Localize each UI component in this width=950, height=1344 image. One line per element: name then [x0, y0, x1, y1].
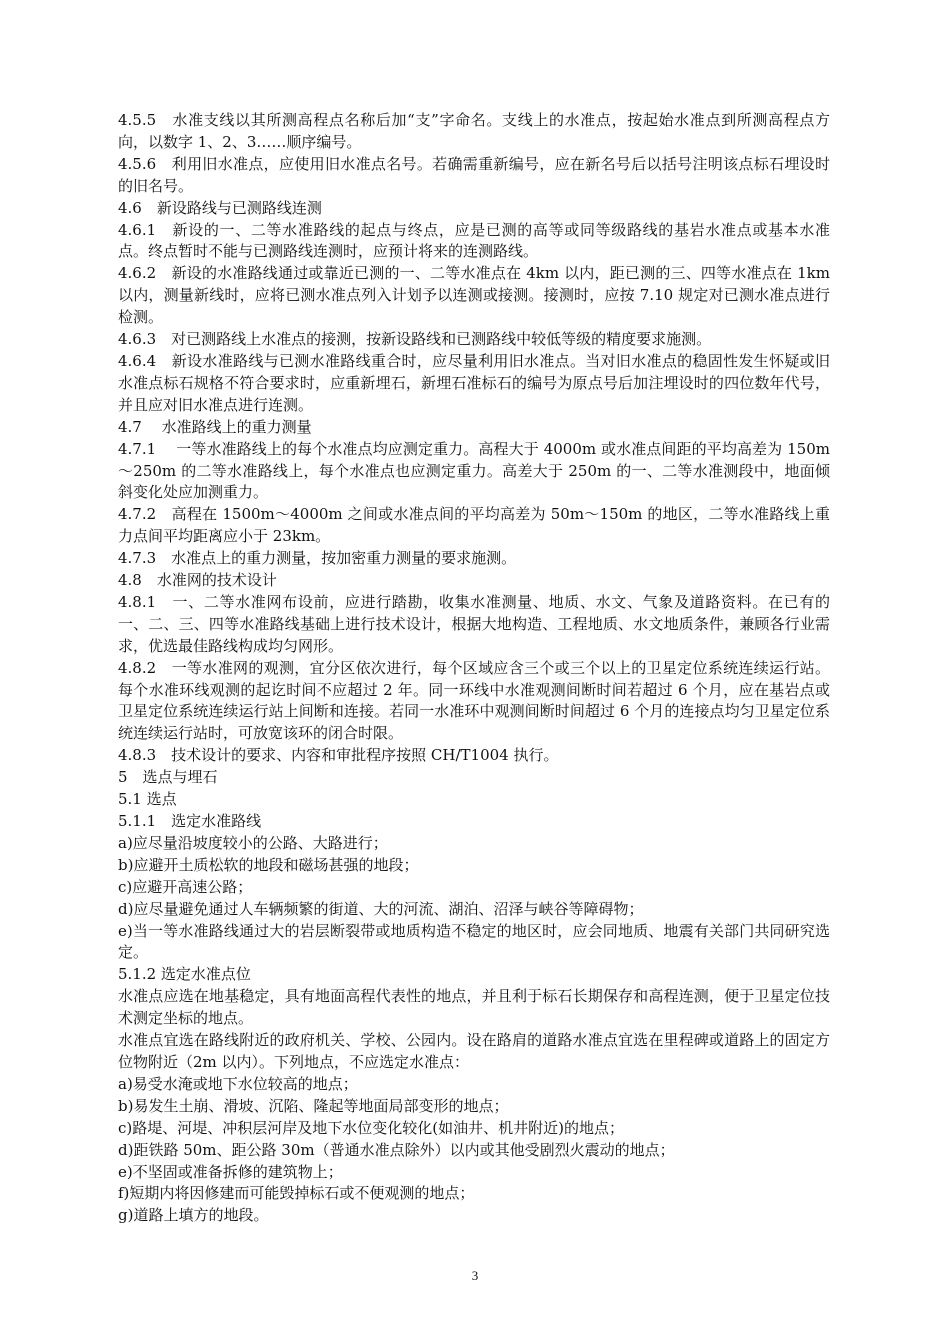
clause-4-7-1: 4.7.1 一等水准路线上的每个水准点均应测定重力。高程大于 4000m 或水准点间距的平均高差为 150m～250m 的二等水准路线上，每个水准点也应测定重力。高差大于 250m 的一、二等水准测段中，地面倾斜变化处应加测重力。	[118, 439, 830, 502]
section-heading-4-8: 4.8 水准网的技术设计	[118, 571, 277, 590]
list-item-site-g: g)道路上填方的地段。	[118, 1206, 269, 1225]
list-item-site-b: b)易发生土崩、滑坡、沉陷、隆起等地面局部变形的地点；	[118, 1096, 509, 1115]
clause-4-7-3: 4.7.3 水准点上的重力测量，按加密重力测量的要求施测。	[118, 549, 517, 568]
document-body	[118, 110, 830, 1227]
chapter-heading-5: 5 选点与埋石	[118, 768, 218, 787]
list-item-site-a: a)易受水淹或地下水位较高的地点；	[118, 1074, 358, 1093]
section-heading-4-7: 4.7 水准路线上的重力测量	[118, 417, 312, 436]
benchmark-site-paragraph-1: 水准点应选在地基稳定，具有地面高程代表性的地点，并且利于标石长期保存和高程连测，便于卫星定位技术测定坐标的地点。	[118, 987, 830, 1028]
clause-4-5-5: 4.5.5 水准支线以其所测高程点名称后加“支”字命名。支线上的水准点，按起始水准点到所测高程点方向，以数字 1、2、3……顺序编号。	[118, 111, 830, 151]
list-item-site-e: e)不坚固或准备拆修的建筑物上；	[118, 1162, 343, 1181]
benchmark-site-paragraph-2: 水准点宜选在路线附近的政府机关、学校、公园内。设在路肩的道路水准点宜选在里程碑或道路上的固定方位物附近（2m 以内）。下列地点，不应选定水准点：	[118, 1031, 830, 1071]
list-item-route-b: b)应避开土质松软的地段和磁场甚强的地段；	[118, 855, 419, 874]
clause-4-8-3: 4.8.3 技术设计的要求、内容和审批程序按照 CH/T1004 执行。	[118, 746, 559, 765]
clause-4-6-2: 4.6.2 新设的水准路线通过或靠近已测的一、二等水准点在 4km 以内，距已测的三、四等水准点在 1km 以内，测量新线时，应将已测水准点列入计划予以连测或接测。接测时，应按 7.10 规定对已测水准点进行检测。	[118, 264, 830, 327]
clause-4-5-6: 4.5.6 利用旧水准点，应使用旧水准点名号。若确需重新编号，应在新名号后以括号注明该点标石埋设时的旧名号。	[118, 154, 830, 195]
clause-4-8-1: 4.8.1 一、二等水准网布设前，应进行踏勘，收集水准测量、地质、水文、气象及道路资料。在已有的一、二、三、四等水准路线基础上进行技术设计，根据大地构造、工程地质、水文地质条件，兼顾各行业需求，优选最佳路线构成均匀网形。	[118, 592, 830, 655]
list-item-site-f: f)短期内将因修建而可能毁掉标石或不便观测的地点；	[118, 1184, 475, 1203]
clause-4-6-1: 4.6.1 新设的一、二等水准路线的起点与终点，应是已测的高等或同等级路线的基岩水准点或基本水准点。终点暂时不能与已测路线连测时，应预计将来的连测路线。	[118, 220, 830, 261]
section-heading-5-1: 5.1 选点	[118, 790, 177, 809]
clause-4-7-2: 4.7.2 高程在 1500m～4000m 之间或水准点间的平均高差为 50m～150m 的地区，二等水准路线上重力点间平均距离应小于 23km。	[118, 505, 830, 546]
clause-4-6-4: 4.6.4 新设水准路线与已测水准路线重合时，应尽量利用旧水准点。当对旧水准点的稳固性发生怀疑或旧水准点标石规格不符合要求时，应重新埋石，新埋石准标石的编号为原点号后加注埋设时的四位数年代号，并且应对旧水准点进行连测。	[118, 351, 830, 414]
list-item-route-c: c)应避开高速公路；	[118, 877, 253, 896]
clause-heading-5-1-1: 5.1.1 选定水准路线	[118, 812, 262, 830]
list-item-site-c: c)路堤、河堤、冲积层河岸及地下水位变化较化(如油井、机井附近)的地点；	[118, 1118, 624, 1137]
clause-heading-5-1-2: 5.1.2 选定水准点位	[118, 965, 251, 984]
page-number: 3	[471, 1268, 479, 1283]
section-heading-4-6: 4.6 新设路线与已测路线连测	[118, 198, 322, 217]
list-item-route-e: e)当一等水准路线通过大的岩层断裂带或地质构造不稳定的地区时，应会同地质、地震有关部门共同研究选定。	[118, 921, 830, 962]
list-item-route-d: d)应尽量避免通过人车辆频繁的街道、大的河流、湖泊、沼泽与峡谷等障碍物；	[118, 899, 644, 918]
list-item-route-a: a)应尽量沿坡度较小的公路、大路进行；	[118, 833, 388, 852]
clause-4-8-2: 4.8.2 一等水准网的观测，宜分区依次进行，每个区域应含三个或三个以上的卫星定位系统连续运行站。每个水准环线观测的起讫时间不应超过 2 年。同一环线中水准观测间断时间若超过 6 个月，应在基岩点或卫星定位系统连续运行站上间断和连接。若同一水准环中观测间断时间超过 6 个月的连接点均匀卫星定位系统连续运行站时，可放宽该环的闭合时限。	[118, 658, 830, 743]
list-item-site-d: d)距铁路 50m、距公路 30m（普通水准点除外）以内或其他受剧烈火震动的地点；	[118, 1140, 675, 1159]
clause-4-6-3: 4.6.3 对已测路线上水准点的接测，按新设路线和已测路线中较低等级的精度要求施测。	[118, 330, 712, 349]
